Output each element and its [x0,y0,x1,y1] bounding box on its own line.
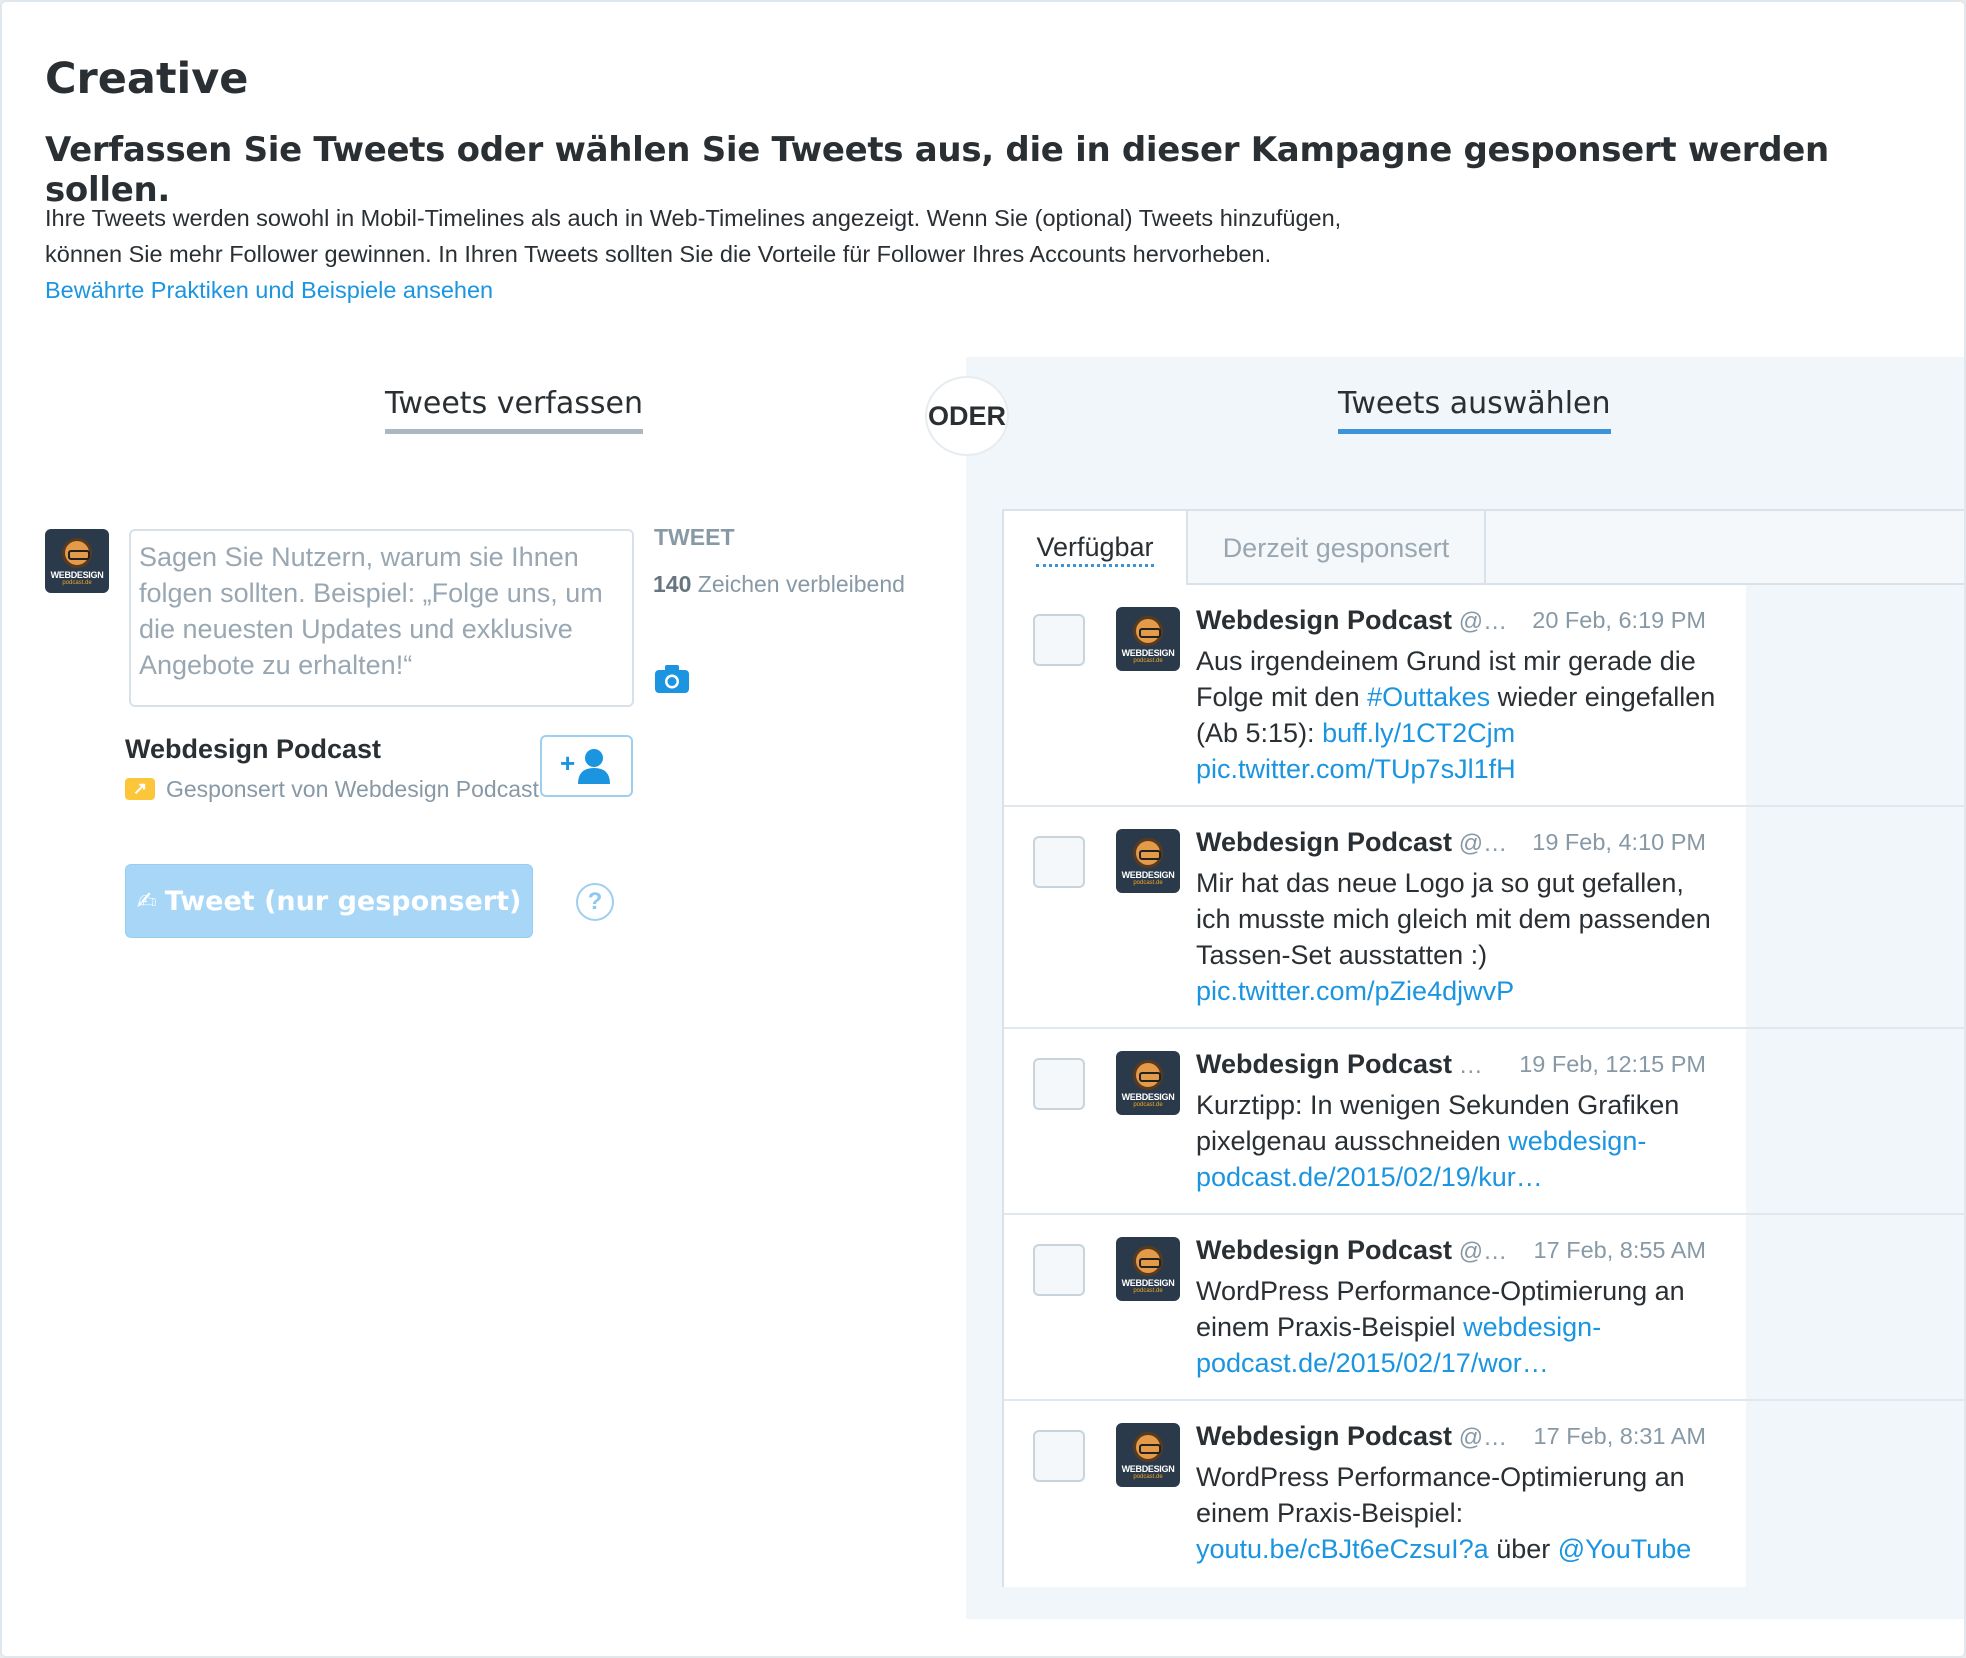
tweet-text [1196,643,1716,787]
avatar-face-icon [1133,1060,1163,1090]
tweet-list [1002,585,1966,1587]
tweet-text [1196,1273,1716,1381]
account-name: Webdesign Podcast [125,734,382,764]
tweet-text [1196,1087,1716,1195]
tab-sponsored-label: Derzeit gesponsert [1222,532,1450,563]
tweet-author[interactable]: Webdesign Podcast [1196,1235,1453,1265]
tweet-label: TWEET [654,524,735,550]
avatar-face-icon [1133,1432,1163,1462]
tweet-header [1196,605,1716,636]
tweet-header [1196,1049,1716,1080]
promoted-text: Gesponsert von Webdesign Podcast [166,775,539,802]
tweet-text-segment: über [1488,1534,1558,1564]
tweet-composer-input[interactable] [129,529,634,707]
add-follower-button[interactable] [540,735,633,797]
row-divider [1746,1399,1966,1401]
tweet-link[interactable]: #Outtakes [1367,682,1491,712]
chars-remaining [653,568,905,600]
tweet-checkbox[interactable] [1033,836,1085,888]
add-follower-icon [558,746,616,786]
svg-text:+: + [559,748,575,778]
tweet-link[interactable]: webdesign-podcast.de/2015/02/19/kur… [1196,1126,1647,1192]
tweet-link[interactable]: buff.ly/1CT2Cjm [1322,718,1516,748]
tweet-row[interactable] [1004,1215,1746,1401]
tab-select-tweets[interactable]: Tweets auswählen [1338,386,1611,434]
tweet-link[interactable]: webdesign-podcast.de/2015/02/17/wor… [1196,1312,1602,1378]
camera-icon[interactable] [654,664,690,694]
avatar-label: WEBDESIGN [1121,1092,1175,1102]
tweet-text-segment: Aus irgendeinem Grund ist mir gerade die Folge mit den [1196,646,1696,712]
tweet-timestamp[interactable]: 19 Feb, 4:10 PM [1532,829,1706,855]
promoted-icon: ↗ [125,778,155,800]
tweet-text-segment: WordPress Performance-Optimierung an einem Praxis-Beispiel [1196,1276,1685,1342]
tweet-handle: @… [1452,608,1508,635]
page-subtitle: Verfassen Sie Tweets oder wählen Sie Tweets aus, die in dieser Kampagne gesponsert werden sollen. [45,130,1829,210]
avatar-sublabel: podcast.de [62,580,92,586]
tweet-text [1196,1459,1716,1567]
tweet-checkbox[interactable] [1033,614,1085,666]
tweet-link[interactable]: pic.twitter.com/pZie4djwvP [1196,976,1515,1006]
tweet-header [1196,1421,1716,1452]
tab-currently-sponsored[interactable] [1188,511,1486,585]
avatar-label: WEBDESIGN [50,570,104,580]
tweet-row[interactable] [1004,1401,1746,1587]
picker-tabs [1002,509,1966,585]
avatar-sublabel: podcast.de [1133,1288,1163,1294]
or-divider: ODER [925,376,1009,456]
avatar [45,529,109,593]
row-divider [1746,1213,1966,1215]
intro-body: Ihre Tweets werden sowohl in Mobil-Timelines als auch in Web-Timelines angezeigt. Wenn Sie (optional) Tweets hinzufügen, können Sie mehr Follower gewinnen. In Ihren Tweets sollten Sie die Vorteile für Follower Ihres Accounts hervorheben. [45,205,1342,267]
tab-compose-tweets[interactable]: Tweets verfassen [385,386,643,434]
tweet-link[interactable]: @YouTube [1557,1534,1692,1564]
avatar [1116,829,1180,893]
avatar [1116,1423,1180,1487]
tweet-text [1196,865,1716,1009]
tweet-checkbox[interactable] [1033,1430,1085,1482]
avatar-face-icon [1133,838,1163,868]
page-title: Creative [45,54,249,104]
avatar [1116,607,1180,671]
tweet-header [1196,827,1716,858]
tweet-link[interactable]: pic.twitter.com/TUp7sJl1fH [1196,754,1516,784]
tab-available[interactable] [1004,511,1188,587]
tweet-picker [1002,509,1966,1587]
tweet-author[interactable]: Webdesign Podcast [1196,1049,1453,1079]
tweet-handle: @… [1452,1424,1508,1451]
tweet-link[interactable]: youtu.be/cBJt6eCzsuI?a [1196,1534,1489,1564]
tweet-author[interactable]: Webdesign Podcast [1196,827,1453,857]
tweet-text-segment: wieder eingefallen (Ab 5:15): [1196,682,1716,748]
tweet-row[interactable] [1004,1029,1746,1215]
tweet-promoted-only-button[interactable] [125,864,533,938]
tweet-text-segment: Mir hat das neue Logo ja so gut gefallen, ich musste mich gleich mit dem passenden Tassen-Set ausstatten :) [1196,868,1711,970]
avatar-label: WEBDESIGN [1121,870,1175,880]
tweet-author[interactable]: Webdesign Podcast [1196,605,1453,635]
avatar-label: WEBDESIGN [1121,1464,1175,1474]
avatar-label: WEBDESIGN [1121,1278,1175,1288]
tweet-timestamp[interactable]: 20 Feb, 6:19 PM [1532,607,1706,633]
tweet-text-segment: Kurztipp: In wenigen Sekunden Grafiken pixelgenau ausschneiden [1196,1090,1680,1156]
row-divider [1746,805,1966,807]
tweet-timestamp[interactable]: 17 Feb, 8:31 AM [1533,1423,1706,1449]
tweet-handle: @… [1452,830,1508,857]
tweet-button-label: Tweet (nur gesponsert) [164,885,522,917]
chars-text: Zeichen verbleibend [697,571,905,597]
tweet-header [1196,1235,1716,1266]
help-icon[interactable]: ? [576,883,614,921]
avatar [1116,1051,1180,1115]
avatar-face-icon [62,538,92,568]
tab-available-label: Verfügbar [1036,532,1153,567]
chars-count: 140 [653,571,692,597]
avatar-sublabel: podcast.de [1133,1102,1163,1108]
tweet-author[interactable]: Webdesign Podcast [1196,1421,1453,1451]
tweet-checkbox[interactable] [1033,1244,1085,1296]
tweet-row[interactable] [1004,807,1746,1029]
avatar-face-icon [1133,616,1163,646]
best-practices-link[interactable]: Bewährte Praktiken und Beispiele ansehen [45,277,494,303]
avatar-sublabel: podcast.de [1133,880,1163,886]
tweet-text-segment: WordPress Performance-Optimierung an einem Praxis-Beispiel: [1196,1462,1685,1528]
tweet-timestamp[interactable]: 17 Feb, 8:55 AM [1533,1237,1706,1263]
tweet-checkbox[interactable] [1033,1058,1085,1110]
avatar-sublabel: podcast.de [1133,1474,1163,1480]
tweet-timestamp[interactable]: 19 Feb, 12:15 PM [1519,1051,1706,1077]
promoted-by [125,772,543,806]
intro-text [45,200,1345,308]
tweet-handle: … [1452,1052,1483,1079]
avatar-sublabel: podcast.de [1133,658,1163,664]
avatar-face-icon [1133,1246,1163,1276]
compose-icon: ✍ [136,887,157,915]
avatar [1116,1237,1180,1301]
tweet-row[interactable] [1004,585,1746,807]
avatar-label: WEBDESIGN [1121,648,1175,658]
tweet-handle: @… [1452,1238,1508,1265]
row-divider [1746,1027,1966,1029]
